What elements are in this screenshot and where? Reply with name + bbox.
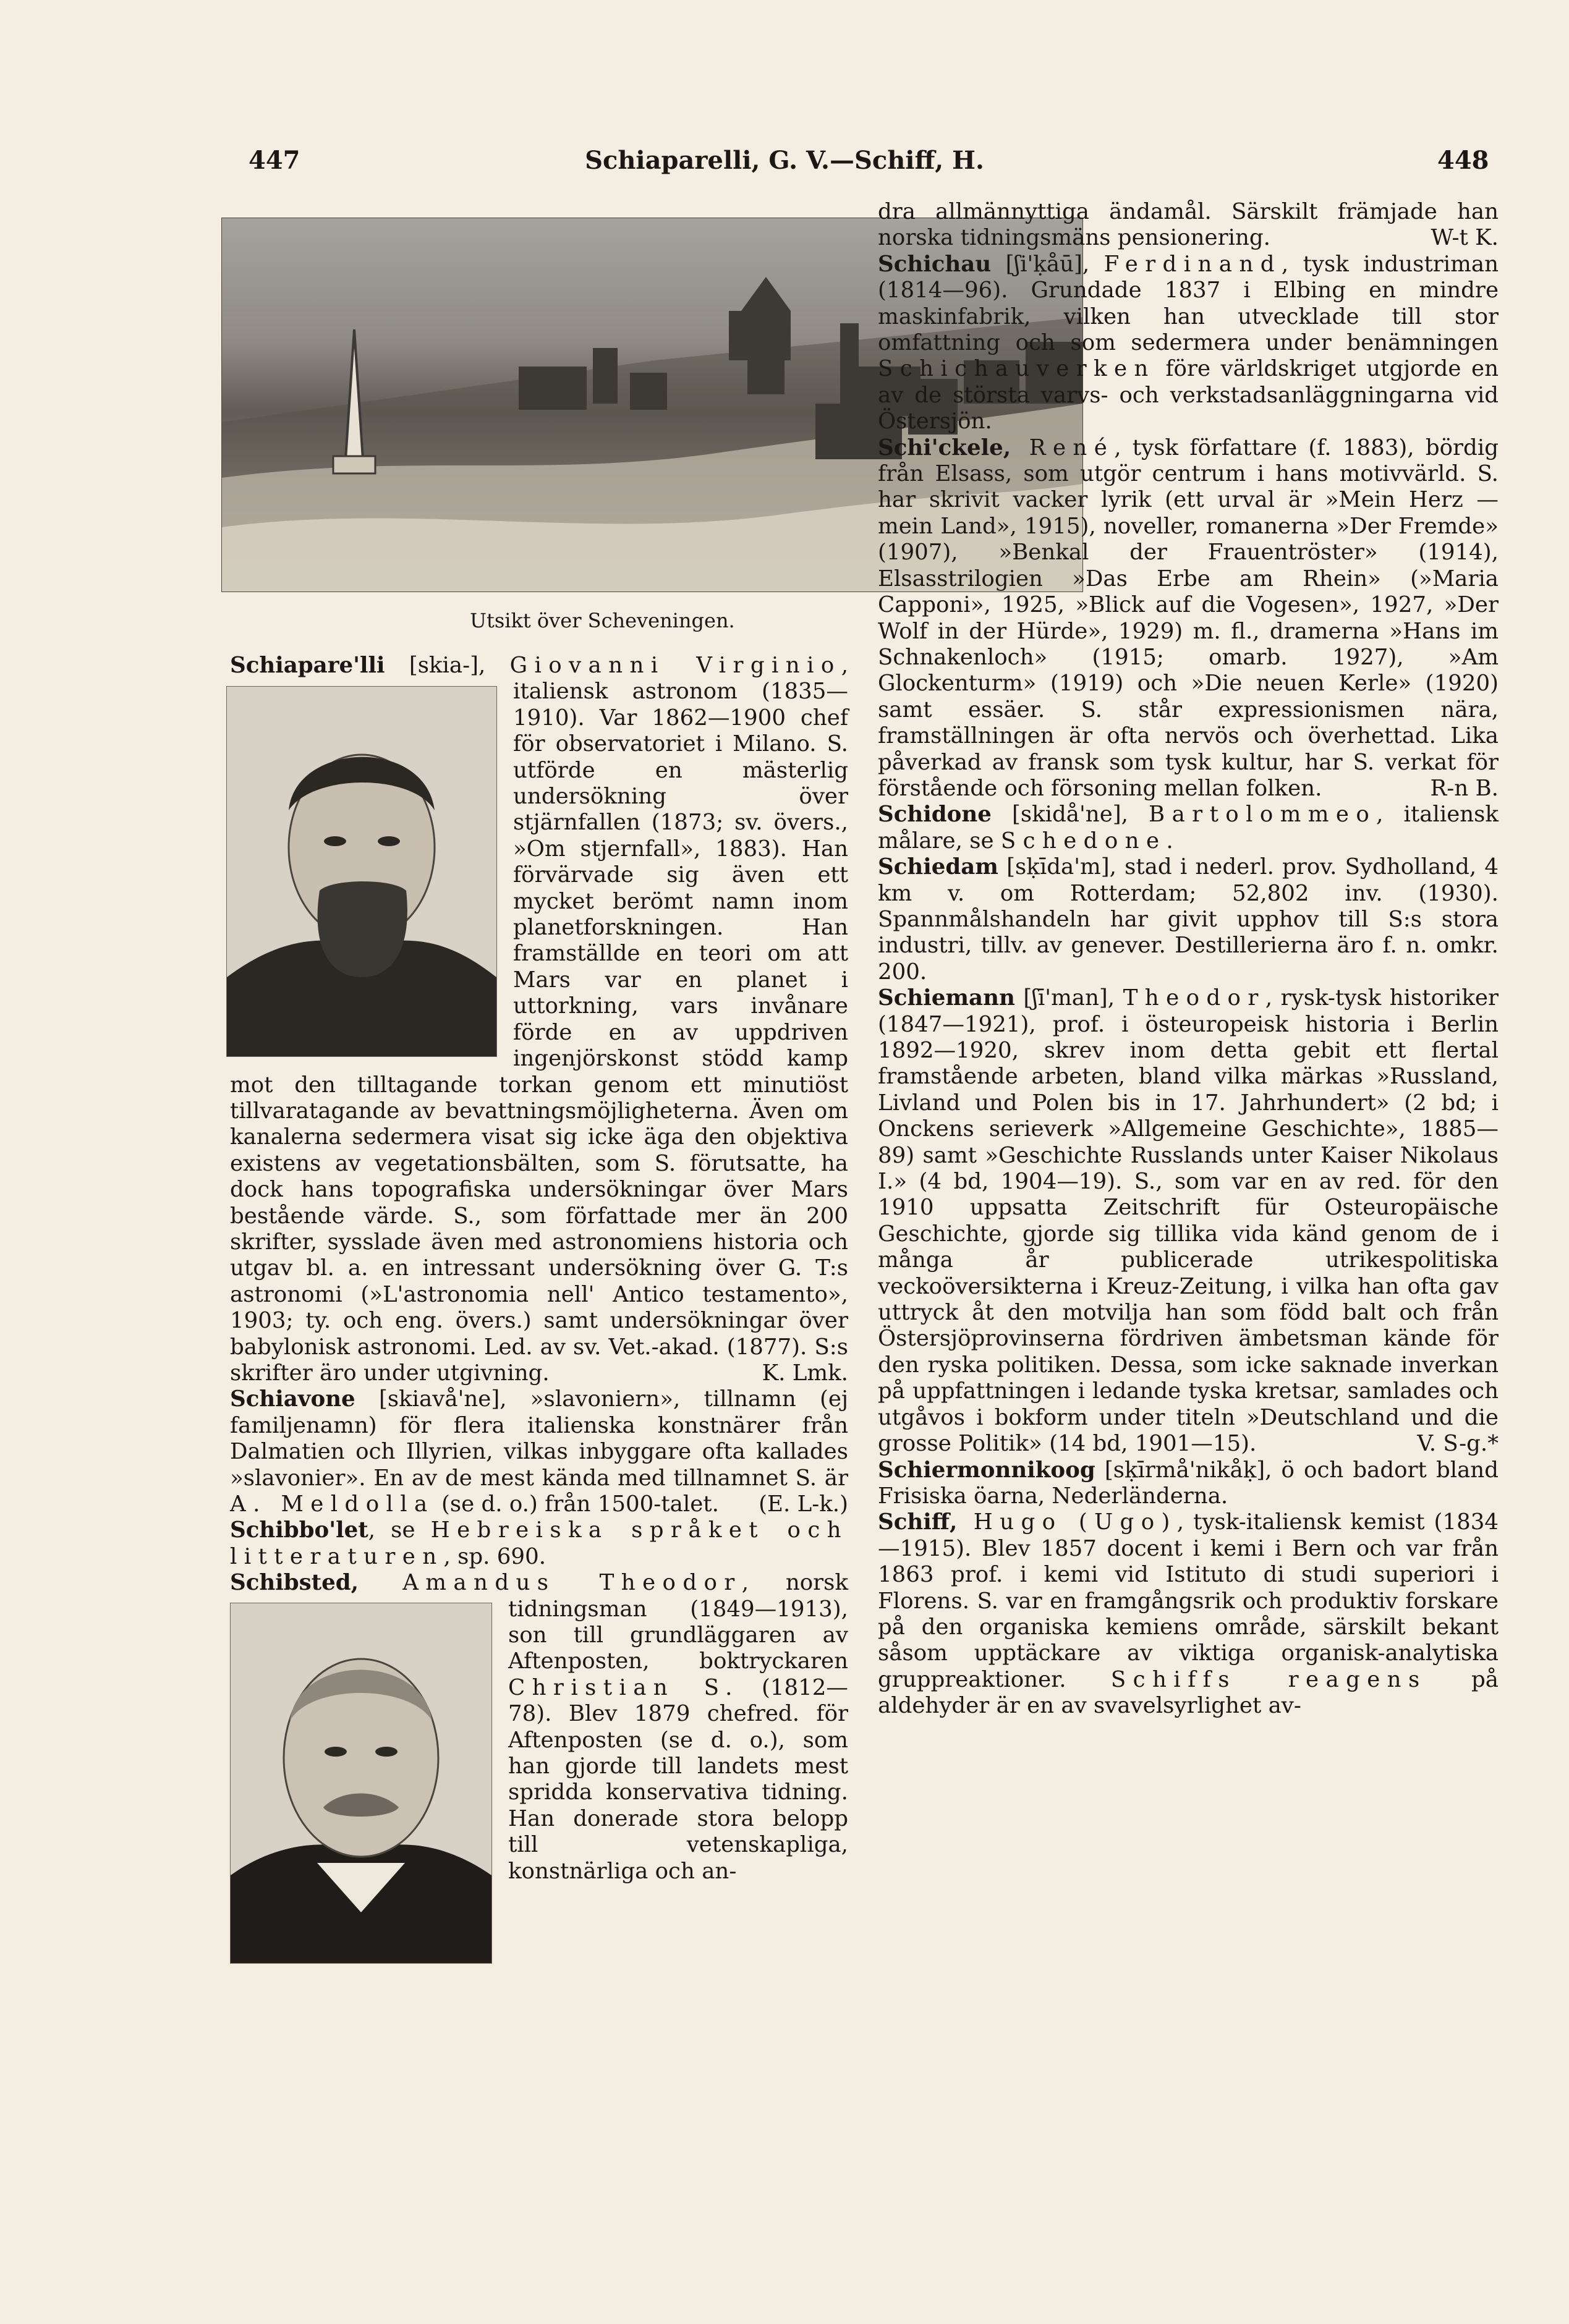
- portrait-illustration: [231, 1603, 491, 1963]
- entry-text: .: [1166, 828, 1173, 854]
- entry-text: , rysk-tysk historiker (1847—1921), prof. i östeuropeisk historia i Berlin 1892—1920, skrev inom detta gebit ett flertal framstående arbeten, bland vilka märkas »Russland, Livland und Polen bis in 17. Jahrhundert» (2 bd; i Onckens serieverk »Allgemeine Geschichte», 1885—89) samt »Geschichte Russlands unter Kaiser Nikolaus I.» (4 bd, 1904—19). S., som var en av red. för den 1910 uppsatta Zeitschrift für Osteuropäische Geschichte, gjorde sig tillika vida känd genom de i många år publicerade utrikespolitiska veckoöversikterna i Kreuz-Zeitung, i vilka han ofta gav uttryck åt den motvilja han som född balt och från Östersjöprovinserna fördriven ämbetsman kände för den ryska politiken. Dessa, som icke saknade inverkan på uppfattningen i ledande tyska kretsar, samlades och utgåvos i bokform under titeln »Deutschland und die grosse Politik» (14 bd, 1901—15).: [878, 985, 1499, 1457]
- cross-reference: Schichauverken: [878, 356, 1155, 382]
- headword-schiermonnikoog: Schiermonnikoog: [878, 1457, 1095, 1483]
- entry-text: , tysk industriman (1814—96). Grundade 1837 i Elbing en mindre maskinfabrik, vilken han utvecklade till stor omfattning och som sedermera under benämningen: [878, 251, 1499, 356]
- headword-schiff: Schiff,: [878, 1509, 958, 1535]
- entry-text: , italiensk målare, se: [878, 802, 1499, 854]
- entry-schiaparelli: [230, 653, 848, 1386]
- signature: V. S-g.*: [1417, 1431, 1499, 1457]
- entry-text: dra allmännyttiga ändamål. Särskilt främjade han norska tidningsmäns pensionering.: [878, 199, 1499, 251]
- portrait-illustration: [227, 687, 496, 1056]
- given-name: Ferdinand: [1103, 251, 1282, 277]
- entry-schiavone: [230, 1386, 848, 1517]
- given-name: Theodor: [1123, 985, 1265, 1011]
- entry-text: , sp. 690.: [443, 1543, 546, 1569]
- headword-schickele: Schi'ckele,: [878, 435, 1011, 460]
- entry-text: före världskriget utgjorde en av de största varvs- och verkstadsanläggningarna vid Östersjön.: [878, 356, 1499, 435]
- cross-reference: Schedone: [1000, 828, 1167, 854]
- cross-reference: A. Meldolla: [230, 1491, 435, 1517]
- given-name: Bartolommeo: [1149, 802, 1377, 828]
- page-number-left: 447: [249, 146, 300, 175]
- headword-schiemann: Schiemann: [878, 985, 1015, 1011]
- cross-reference: Schiffs reagens: [1110, 1666, 1427, 1692]
- entry-text: (1812—78). Blev 1879 chefred. för Aftenposten (se d. o.), som han gjorde till landets mest spridda konservativa tidning. Han donerade stora belopp till vetenskapliga, konstnärliga och an-: [508, 1674, 849, 1884]
- given-name: Giovanni Virginio: [509, 653, 841, 678]
- pronunciation: [skidå'ne],: [991, 802, 1149, 828]
- entry-schiedam: [878, 854, 1499, 985]
- page-number-right: 448: [1437, 146, 1489, 175]
- schiaparelli-portrait: [226, 686, 497, 1057]
- entry-text: [skiavå'ne], »slavoniern», tillnamn (ej familjenamn) för flera italienska konstnärer från Dalmatien och Illyrien, vilkas inbyggare ofta kallades »slavonier». En av de mest kända med tillnamnet S. är: [230, 1386, 848, 1491]
- entry-schibsted: [230, 1570, 848, 1885]
- entry-text: (se d. o.) från 1500-talet.: [434, 1491, 719, 1517]
- headword-schiaparelli: Schiapare'lli: [230, 653, 385, 678]
- entry-schiermonnikoog: [878, 1457, 1499, 1510]
- running-head: Schiaparelli, G. V.—Schiff, H.: [585, 146, 984, 175]
- entry-schichau: [878, 252, 1499, 435]
- entry-text: [sḳīrmå'nikåḳ], ö och badort bland Frisiska öarna, Nederländerna.: [878, 1457, 1499, 1509]
- entry-schiff: [878, 1509, 1499, 1719]
- headword-schichau: Schichau: [878, 251, 992, 277]
- cross-reference: Christian S.: [508, 1674, 739, 1700]
- signature: W-t K.: [1431, 225, 1499, 251]
- pronunciation: [ʃī'man],: [1014, 985, 1123, 1011]
- entry-text: , tysk-italiensk kemist (1834—1915). Blev 1857 docent i kemi i Bern och var från 1863 prof. i kemi vid Istituto di studi superiori i Florens. S. var en framgångsrik och produktiv forskare på den organiska kemiens område, särskilt bekant såsom upptäckare av viktiga organisk-analytiska gruppreaktioner.: [878, 1509, 1499, 1692]
- signature: (E. L-k.): [759, 1491, 848, 1517]
- entry-text: , italiensk astronom (1835—1910). Var 1862—1900 chef för observatoriet i Milano. S. utförde en mästerlig undersökning över stjärnfallen (1873; sv. övers., »Om stjernfall», 1883). Han förvärvade sig även ett mycket berömt namn inom planetforskningen. Han framställde en teori om att Mars var en planet i uttorkning, vars invånare förde en av uppdriven ingenjörskonst stödd kamp mot den tilltagande torkan genom ett minutiöst tillvaratagande av bevattningsmöjligheterna. Även om kanalerna sedermera visat sig icke äga den objektiva existens av vegetationsbälten, som S. förutsatte, ha dock hans topografiska undersökningar över Mars bestående värde. S., som författade mer än 200 skrifter, sysslade även med astronomiens historia och utgav bl. a. en intressant undersökning över G. T:s astronomi (»L'astronomia nell' Antico testamento», 1903; ty. och eng. övers.) samt undersökningar över babylonisk astronomi. Led. av sv. Vet.-akad. (1877). S:s skrifter äro under utgivning.: [230, 653, 848, 1386]
- figure-caption: Utsikt över Scheveningen.: [470, 609, 735, 632]
- pronunciation: [skia-],: [385, 653, 510, 678]
- signature: R-n B.: [1430, 775, 1499, 801]
- entry-schiemann: [878, 985, 1499, 1457]
- given-name: Amandus Theodor: [358, 1570, 742, 1596]
- headword-schibbolet: Schibbo'let: [230, 1517, 368, 1543]
- headword-schiavone: Schiavone: [230, 1386, 355, 1412]
- headword-schidone: Schidone: [878, 802, 992, 828]
- left-column: [230, 653, 848, 1966]
- cross-reference: Hebreiska språket och litteraturen: [230, 1517, 848, 1569]
- schibsted-portrait: [230, 1603, 492, 1964]
- entry-text: , se: [368, 1517, 431, 1543]
- entry-text: [sḳīda'm], stad i nederl. prov. Sydholland, 4 km v. om Rotterdam; 52,802 inv. (1930). Spannmålshandeln har givit upphov till S:s stora industri, tillv. av genever. Destillerierna äro f. n. omkr. 200.: [878, 854, 1499, 985]
- headword-schibsted: Schibsted,: [230, 1570, 359, 1596]
- given-name: Hugo (Ugo): [957, 1509, 1177, 1535]
- entry-text: , norsk tidningsman (1849—1913), son till grundläggaren av Aftenposten, boktryckaren: [508, 1570, 849, 1674]
- entry-text: , tysk författare (f. 1883), bördig från Elsass, som utgör centrum i hans motivvärld. S. har skrivit vacker lyrik (ett urval är »Mein Herz — mein Land», 1915), noveller, romanerna »Der Fremde» (1907), »Benkal der Frauentröster» (1914), Elsasstrilogien »Das Erbe am Rhein» (»Maria Capponi», 1925, »Blick auf die Vogesen», 1927, »Der Wolf in der Hürde», 1929) m. fl., dramerna »Hans im Schnakenloch» (1915; omarb. 1927), »Am Glockenturm» (1919) och »Die neuen Kerle» (1920) samt essäer. S. står expressionismen nära, framställningen är ofta nervös och överhettad. Lika påverkad av fransk som tysk kultur, har S. verkat för förstående och försoning mellan folken.: [878, 435, 1499, 801]
- entry-continuation: [878, 199, 1499, 252]
- entry-schibbolet: [230, 1517, 848, 1570]
- right-column: [878, 199, 1499, 1720]
- entry-text: på aldehyder är en av svavelsyrlighet av-: [878, 1666, 1499, 1719]
- given-name: René: [1011, 435, 1115, 460]
- entry-schidone: [878, 802, 1499, 854]
- signature: K. Lmk.: [762, 1360, 848, 1386]
- pronunciation: [ʃi'ḳåū],: [991, 251, 1104, 277]
- headword-schiedam: Schiedam: [878, 854, 998, 880]
- entry-schickele: [878, 435, 1499, 802]
- page-header: [0, 146, 1569, 189]
